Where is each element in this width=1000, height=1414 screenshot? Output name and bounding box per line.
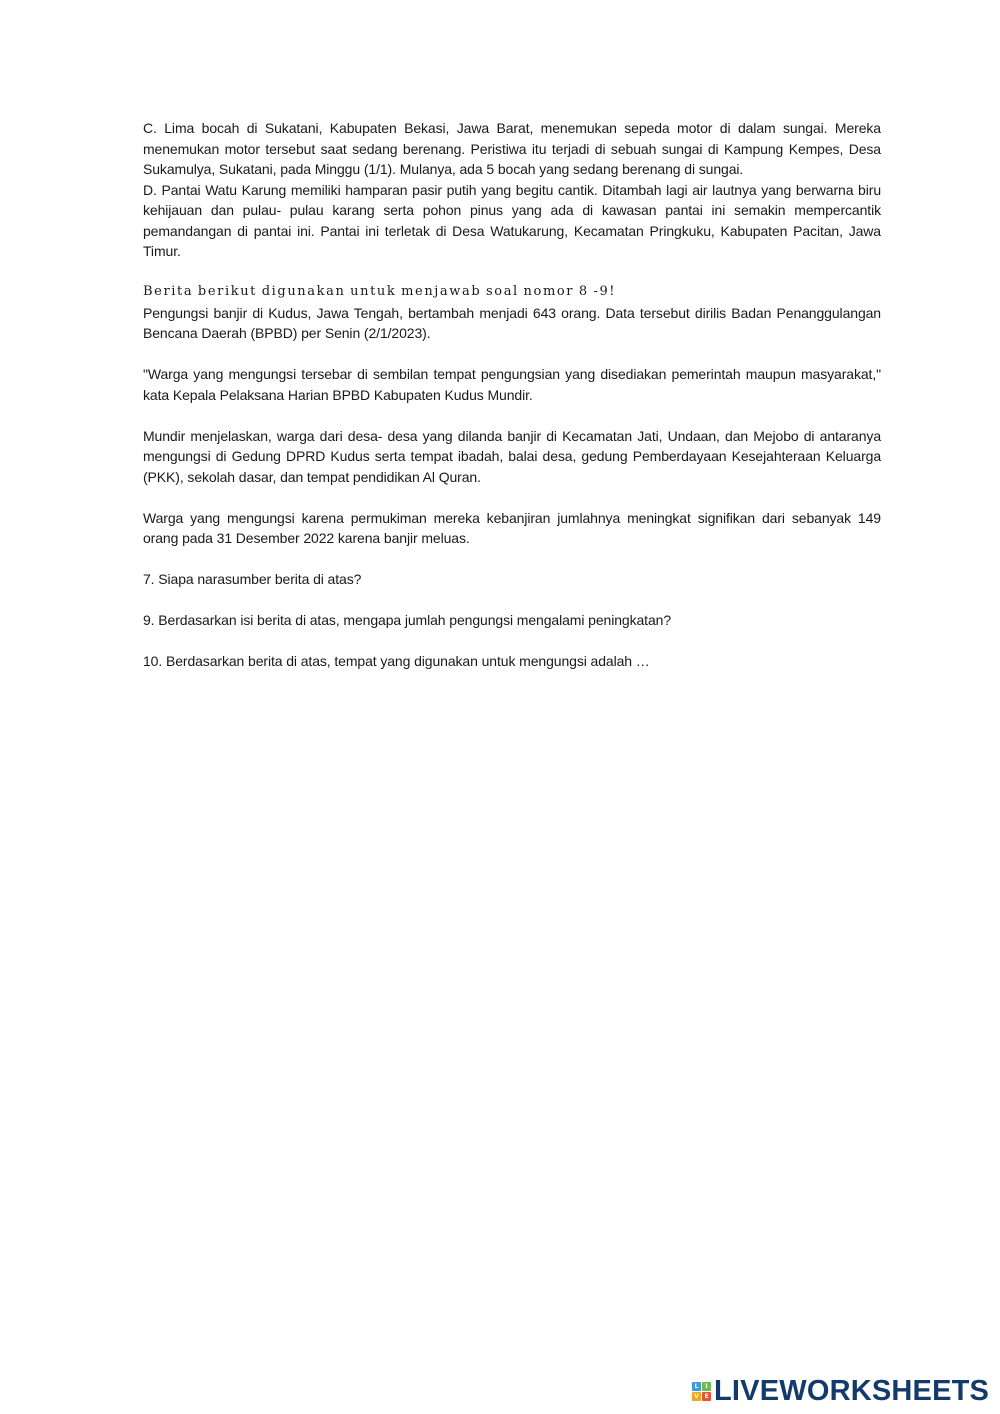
worksheet-body [143, 118, 881, 672]
logo-wordmark: LIVEWORKSHEETS [714, 1375, 990, 1407]
question-9: 9. Berdasarkan isi berita di atas, mengapa jumlah pengungsi mengalami peningkatan? [143, 612, 672, 628]
news-paragraph-1: Pengungsi banjir di Kudus, Jawa Tengah, bertambah menjadi 643 orang. Data tersebut dirilis Badan Penanggulangan Bencana Daerah (BPBD) per Senin (2/1/2023). [143, 304, 881, 341]
news-paragraph-2: "Warga yang mengungsi tersebar di sembilan tempat pengungsian yang disediakan pemerintah maupun masyarakat," kata Kepala Pelaksana Harian BPBD Kabupaten Kudus Mundir. [143, 366, 881, 403]
logo-mark-l: L [692, 1382, 701, 1391]
logo-mark-i: I [702, 1382, 711, 1391]
news-paragraph-3: Mundir menjelaskan, warga dari desa- desa yang dilanda banjir di Kecamatan Jati, Undaan, dan Mejobo di antaranya mengungsi di Gedung DPRD Kudus serta tempat ibadah, balai desa, gedung Pemberdayaan Kesejahteraan Keluarga (PKK), sekolah dasar, dan tempat pendidikan Al Quran. [143, 427, 881, 485]
instruction-line: Berita berikut digunakan untuk menjawab soal nomor 8 -9! [143, 284, 617, 299]
logo-mark-icon [692, 1382, 711, 1401]
question-list [143, 569, 881, 672]
paragraph-option-d: D. Pantai Watu Karung memiliki hamparan pasir putih yang begitu cantik. Ditambah lagi air lautnya yang berwarna biru kehijauan dan pulau- pulau karang serta pohon pinus yang ada di kawasan pantai ini semakin mempercantik pemandangan di pantai ini. Pantai ini terletak di Desa Watukarung, Kecamatan Pringkuku, Kabupaten Pacitan, Jawa Timur. [143, 181, 881, 259]
question-10: 10. Berdasarkan berita di atas, tempat yang digunakan untuk mengungsi adalah … [143, 653, 650, 669]
logo-mark-e: E [702, 1392, 711, 1401]
paragraph-option-c: C. Lima bocah di Sukatani, Kabupaten Bekasi, Jawa Barat, menemukan sepeda motor di dalam sungai. Mereka menemukan motor tersebut saat sedang berenang. Peristiwa itu terjadi di sebuah sungai di Kampung Kempes, Desa Sukamulya, Sukatani, pada Minggu (1/1). Mulanya, ada 5 bocah yang sedang berenang di sungai. [143, 120, 881, 177]
news-paragraph-4: Warga yang mengungsi karena permukiman mereka kebanjiran jumlahnya meningkat signifikan dari sebanyak 149 orang pada 31 Desember 2022 karena banjir meluas. [143, 509, 881, 546]
question-7: 7. Siapa narasumber berita di atas? [143, 571, 362, 587]
logo-mark-v: V [692, 1392, 701, 1401]
liveworksheets-logo [692, 1374, 989, 1408]
